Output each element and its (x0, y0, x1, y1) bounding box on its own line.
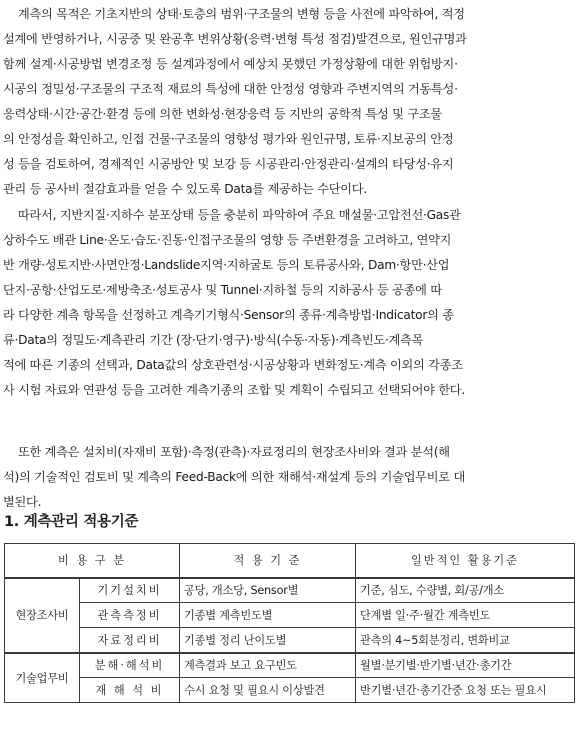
group-cell: 기술업무비 (5, 653, 80, 703)
item-cell: 자료정리비 (80, 628, 180, 653)
paragraph-line: 성 등을 검토하여, 경제적인 시공방안 및 보강 등 시공관리·안정관리·설계의 타당성·유지 (3, 157, 454, 171)
paragraph-line: 시공의 정밀성·구조물의 구조적 재료의 특성에 대한 안정성 영향과 주변지역의 거동특성· (3, 82, 458, 96)
paragraph-line: 별된다. (3, 495, 42, 509)
usage-cell: 월별·분기별·반기별·년간·총기간 (356, 653, 575, 678)
header-cost-category: 비 용 구 분 (5, 544, 180, 578)
paragraph-line: 관리 등 공사비 절감효과를 얻을 수 있도록 Data를 제공하는 수단이다. (3, 182, 367, 196)
paragraph-line: 또한 계측은 설치비(자재비 포함)·측정(관측)·자료정리의 현장조사비와 결과 분석(해 (18, 445, 450, 459)
item-cell: 분해·해석비 (80, 653, 180, 678)
table-row (5, 603, 575, 628)
item-cell: 재 해 석 비 (80, 678, 180, 703)
usage-cell: 기준, 심도, 수량별, 회/공/개소 (356, 578, 575, 603)
paragraph-line: 류·Data의 정밀도·계측관리 기간 (장·단기·영구)·방식(수동·자동)·계측빈도·계측목 (3, 333, 424, 347)
standard-cell: 기종별 정리 난이도별 (180, 628, 356, 653)
usage-cell: 반기별·년간·총기간중 요청 또는 필요시 (356, 678, 575, 703)
table-row (5, 628, 575, 653)
paragraph-line: 적에 따른 기종의 선택과, Data값의 상호관련성·시공상황과 변화정도·계측 이외의 각종조 (3, 358, 463, 372)
standard-cell: 수시 요청 및 필요시 이상발견 (180, 678, 356, 703)
header-application-standard: 적 용 기 준 (180, 544, 356, 578)
table-row (5, 578, 575, 603)
table-header-row (5, 544, 575, 578)
standard-cell: 기종별 계측빈도별 (180, 603, 356, 628)
table-row (5, 678, 575, 703)
usage-cell: 단계별 일·주·월간 계측빈도 (356, 603, 575, 628)
paragraph-cost (0, 440, 580, 515)
header-general-usage: 일반적인 활용기준 (356, 544, 575, 578)
item-cell: 기기설치비 (80, 578, 180, 603)
table-row (5, 653, 575, 678)
standard-cell: 공당, 개소당, Sensor별 (180, 578, 356, 603)
paragraph-line: 사 시험 자료와 연관성 등을 고려한 계측기종의 조합 및 계획이 수립되고 선택되어야 한다. (3, 383, 465, 397)
paragraph-line: 따라서, 지반지질·지하수 분포상태 등을 충분히 파악하여 주요 매설물·고압전선·Gas관 (18, 208, 461, 222)
paragraph-line: 설계에 반영하거나, 시공중 및 완공후 변위상황(응력·변형 특성 점검)발견으로, 원인규명과 (3, 32, 467, 46)
paragraph-line: 상하수도 배관 Line·온도·습도·진동·인접구조물의 영향 등 주변환경을 고려하고, 연약지 (3, 233, 452, 247)
item-cell: 관측측정비 (80, 603, 180, 628)
cost-criteria-table (4, 543, 575, 703)
paragraph-line: 계측의 목적은 기초지반의 상태·토층의 범위·구조물의 변형 등을 사전에 파악하여, 적정 (18, 7, 465, 21)
section-title: 1. 계측관리 적용기준 (4, 514, 139, 530)
paragraph-line: 함께 설계·시공방법 변경조정 등 설계과정에서 예상치 못했던 가정상황에 대한 위험방지· (3, 57, 458, 71)
paragraph-line: 의 안정성을 확인하고, 인접 건물·구조물의 영향성 평가와 원인규명, 토류·지보공의 안정 (3, 132, 454, 146)
standard-cell: 계측결과 보고 요구빈도 (180, 653, 356, 678)
paragraph-selection (0, 203, 580, 403)
paragraph-line: 라 다양한 계측 항목을 선정하고 계측기기형식·Sensor의 종류·계측방법·Indicator의 종 (3, 308, 454, 322)
paragraph-line: 석)의 기술적인 검토비 및 계측의 Feed-Back에 의한 재해석·재설계 등의 기술업무비로 대 (3, 470, 465, 484)
paragraph-purpose (0, 2, 580, 202)
paragraph-line: 단지·공항·산업도로·제방축조·성토공사 및 Tunnel·지하철 등의 지하공사 등 공종에 따 (3, 283, 442, 297)
paragraph-line: 응력상태·시간·공간·환경 등에 의한 변화성·현장응력 등 지반의 공학적 특성 및 구조물 (3, 107, 442, 121)
usage-cell: 관측의 4~5회분정리, 변화비교 (356, 628, 575, 653)
paragraph-line: 반 개량·성토지반·사면안정·Landslide지역·지하굴토 등의 토류공사와, Dam·항만·산업 (3, 258, 450, 272)
group-cell: 현장조사비 (5, 578, 80, 653)
